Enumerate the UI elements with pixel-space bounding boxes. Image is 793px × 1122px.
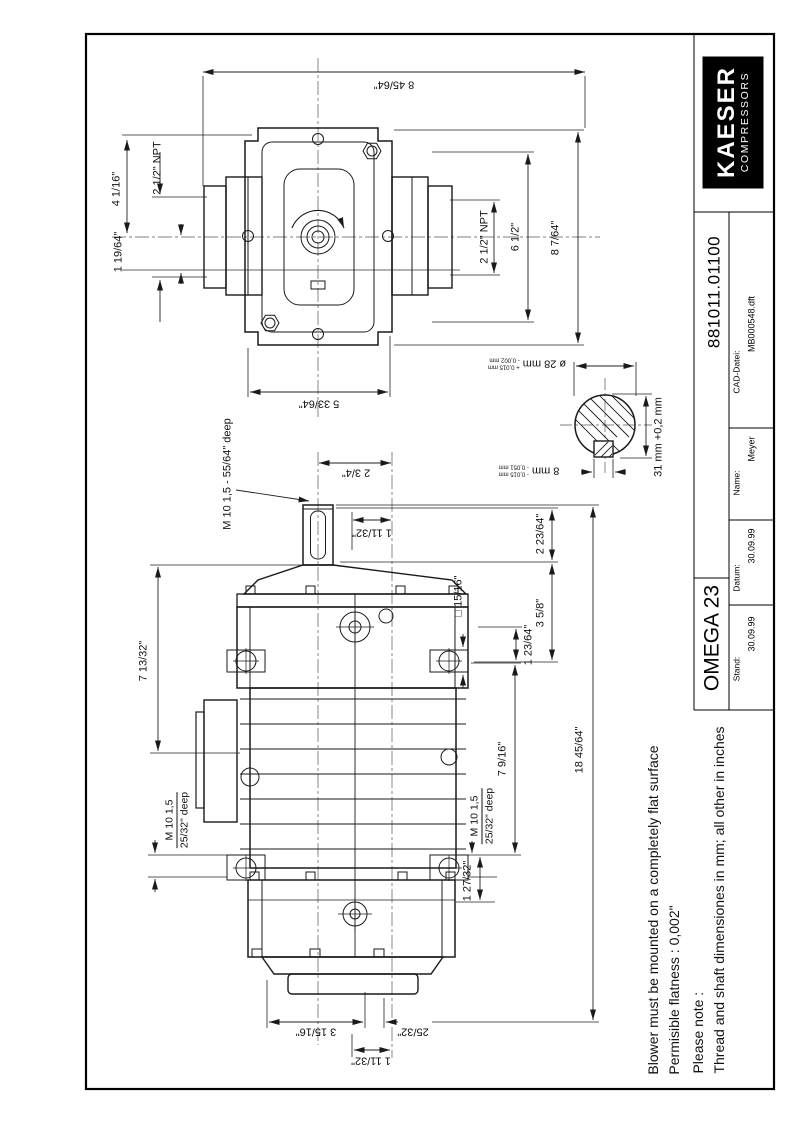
port-label-left: 2 1/2" NPT <box>151 141 164 195</box>
dim-label-base-width: 3 15/16" <box>295 1025 337 1038</box>
dim-label-casing-height: 8 7/64" <box>549 220 562 256</box>
field-value-stand: 30.09.99 <box>746 616 757 652</box>
note-line: Blower must be mounted on a completely flat surface <box>645 745 661 1075</box>
dim-label-center-offset: 1 11/32" <box>351 1054 391 1067</box>
shaft-detail-dimensions <box>574 362 652 478</box>
field-label-datum: Datum: <box>731 564 742 592</box>
field-label-stand: Stand: <box>731 656 742 682</box>
note-line: Thread and shaft dimensiones in mm; all other in inches <box>711 726 727 1074</box>
dim-label-casing-width: 5 33/64" <box>298 397 340 410</box>
note-line: Permisible flatness : 0,002" <box>666 905 682 1075</box>
field-value-cad: MB000548.dft <box>746 295 757 353</box>
thread-depth: 25/32" deep <box>483 787 496 845</box>
dim-label-base-offset: 25/32" <box>397 1025 429 1038</box>
drawing-number: 881011.01100 <box>704 235 724 349</box>
thread-depth: 25/32" deep <box>178 791 191 849</box>
dim-label-square: □ 15/16" <box>452 575 465 617</box>
kaeser-logo <box>715 66 751 178</box>
port-label-right: 2 1/2" NPT <box>478 210 491 264</box>
dim-label-shaft-pos: 1 11/32" <box>352 526 392 539</box>
note-block-units <box>688 726 730 1073</box>
note-line: Please note : <box>690 991 706 1074</box>
dim-label-key-depth: 31 mm +0,2 mm <box>652 397 665 477</box>
side-view-drawing <box>196 452 468 1058</box>
field-value-datum: 30.09.99 <box>746 528 757 564</box>
dim-label-shaft-length: 2 23/64" <box>534 513 547 555</box>
tolerance-lower: - 0,051 mm <box>498 464 529 470</box>
model-name: OMEGA 23 <box>700 584 724 692</box>
tolerance-lower: - 0,002 mm <box>489 357 520 363</box>
diameter-value: ø 28 mm <box>522 357 567 370</box>
dim-label-shaft-diameter <box>488 357 566 370</box>
field-label-name: Name: <box>731 470 742 496</box>
dim-label-overall-width: 8 45/64" <box>373 78 415 91</box>
note-block-mounting <box>643 745 685 1074</box>
brand-name: KAESER <box>713 65 740 179</box>
dim-label-foot-length: 1 27/32" <box>461 860 474 902</box>
dim-label-key-width <box>499 464 560 477</box>
dim-label-port-face: 4 1/16" <box>110 171 123 207</box>
dim-label-ports-span: 6 1/2" <box>509 222 522 252</box>
thread-label-foot-left <box>163 792 192 848</box>
field-value-name: Meyer <box>746 436 757 462</box>
field-label-cad: CAD-Datei: <box>731 350 742 394</box>
dim-label-head: 3 5/8" <box>534 598 547 628</box>
dim-label-overall-length: 18 45/64" <box>573 726 586 774</box>
brand-subtitle: COMPRESSORS <box>739 71 751 173</box>
dim-label-port-center: 1 19/64" <box>112 231 125 273</box>
dim-label-flange: 1 23/64" <box>522 624 535 666</box>
dim-label-gear-end: 7 13/32" <box>137 640 150 682</box>
key-value: 8 mm <box>531 464 560 477</box>
tolerance-upper: - 0,015 mm <box>498 470 529 477</box>
thread-size: M 10 1,5 <box>468 788 483 844</box>
dim-label-body-length: 7 9/16" <box>496 741 509 777</box>
thread-size: M 10 1,5 <box>163 792 178 848</box>
tolerance-upper: + 0,015 mm <box>487 363 520 370</box>
thread-label-shaft-end: M 10 1,5 - 55/64" deep <box>221 418 234 530</box>
thread-label-foot-right <box>468 788 497 844</box>
side-view-dimensions <box>148 463 599 1057</box>
dim-label-rotor-centers: 2 3/4" <box>341 466 371 479</box>
